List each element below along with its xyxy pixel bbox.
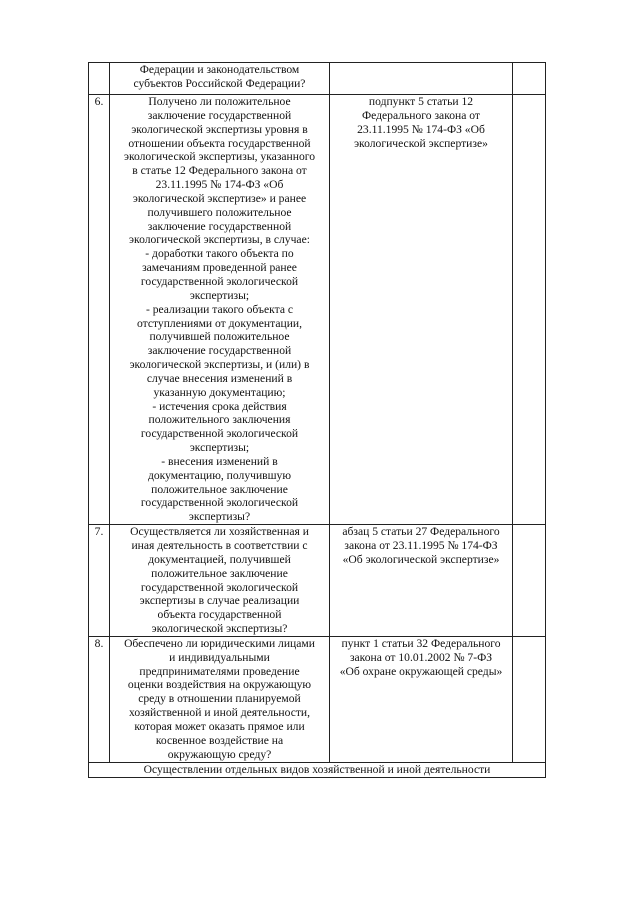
question-line: 23.11.1995 № 174-ФЗ «Об [155,178,284,192]
question-line: государственной экологической [140,496,299,510]
question-line: Федерации и законодательством [139,63,300,76]
question-cell [110,636,330,762]
checklist-table [88,62,546,778]
question-line: получившей положительное [149,330,290,344]
question-line: государственной экологической [140,580,299,594]
section-heading: Осуществлении отдельных видов хозяйственной и иной деятельности [89,762,546,777]
table-row [89,63,546,95]
section-row [89,762,546,777]
question-line: государственной экологической [140,274,299,288]
legal-reference-cell [330,95,513,525]
question-line: экологической экспертизы уровня в [131,122,308,136]
reference-line: закона от 10.01.2002 № 7-ФЗ [349,650,493,664]
reference-line: 23.11.1995 № 174-ФЗ «Об [357,122,485,136]
question-line: которая может оказать прямое или [134,719,305,733]
question-line: косвенное воздействие на [155,733,284,747]
question-line: указанную документацию; [153,385,286,399]
question-line: экспертизы в случае реализации [139,594,300,608]
question-line: получившего положительное [147,205,292,219]
question-line: оценки воздействия на окружающую [127,678,312,692]
reference-line: «Об охране окружающей среды» [339,664,503,678]
answer-cell [513,63,546,95]
question-line: заключение государственной [147,108,292,122]
question-line: - внесения изменений в [161,454,278,468]
reference-line: абзац 5 статьи 27 Федерального [342,525,500,539]
question-line: предпринимателями проведение [139,664,300,678]
question-line: экологической экспертизе» и ранее [132,191,307,205]
question-cell [110,63,330,95]
question-line: Обеспечено ли юридическими лицами [124,636,315,650]
legal-reference-cell [330,636,513,762]
legal-reference-cell [330,63,513,95]
question-line: экспертизы; [189,288,250,302]
answer-cell [513,525,546,637]
legal-reference-cell [330,525,513,637]
question-line: экологической экспертизы? [151,622,288,636]
question-line: Осуществляется ли хозяйственная и [130,525,309,539]
question-line: окружающую среду? [167,747,272,761]
question-line: экспертизы? [188,510,251,524]
question-line: - реализации такого объекта с [145,302,294,316]
question-line: заключение государственной [147,219,292,233]
table-row [89,525,546,637]
reference-line: закона от 23.11.1995 № 174-ФЗ [344,539,498,552]
question-line: объекта государственной [157,608,282,622]
row-number: 6. [89,95,110,525]
reference-line: пункт 1 статьи 32 Федерального [341,636,501,650]
question-line: отступлениями от документации, [137,316,302,330]
question-line: в статье 12 Федерального закона от [132,164,307,178]
reference-line: «Об экологической экспертизе» [342,552,500,566]
question-line: отношении объекта государственной [128,136,311,150]
row-number [89,63,110,95]
question-cell [110,95,330,525]
question-line: заключение государственной [147,344,292,358]
question-line: случае внесения изменений в [146,371,293,385]
question-line: и индивидуальными [169,650,270,664]
reference-line: Федерального закона от [361,108,480,122]
question-cell [110,525,330,637]
question-line: среду в отношении планируемой [138,692,301,706]
answer-cell [513,636,546,762]
question-line: хозяйственной и иной деятельности, [128,706,311,720]
question-line: - доработки такого объекта по [145,247,294,261]
reference-line: подпункт 5 статьи 12 [368,95,474,108]
question-line: замечаниям проведенной ранее [142,261,297,275]
row-number: 7. [89,525,110,637]
question-line: положительное заключение [151,566,288,580]
question-line: экологической экспертизы, и (или) в [129,358,310,372]
question-line: иная деятельность в соответствии с [131,539,308,552]
answer-cell [513,95,546,525]
question-line: документацию, получившую [147,468,292,482]
question-line: документацией, получившей [148,552,291,566]
reference-line: экологической экспертизе» [354,136,488,150]
question-line: положительного заключения [148,413,291,427]
question-line: экологической экспертизы, указанного [123,150,316,164]
question-line: субъектов Российской Федерации? [133,76,306,90]
question-line: экспертизы; [189,441,250,455]
table-row [89,95,546,525]
question-line: Получено ли положительное [148,95,291,108]
question-line: государственной экологической [140,427,299,441]
question-line: - истечения срока действия [152,399,287,413]
row-number: 8. [89,636,110,762]
question-line: положительное заключение [151,482,288,496]
table-row [89,636,546,762]
question-line: экологической экспертизы, в случае: [129,233,310,247]
